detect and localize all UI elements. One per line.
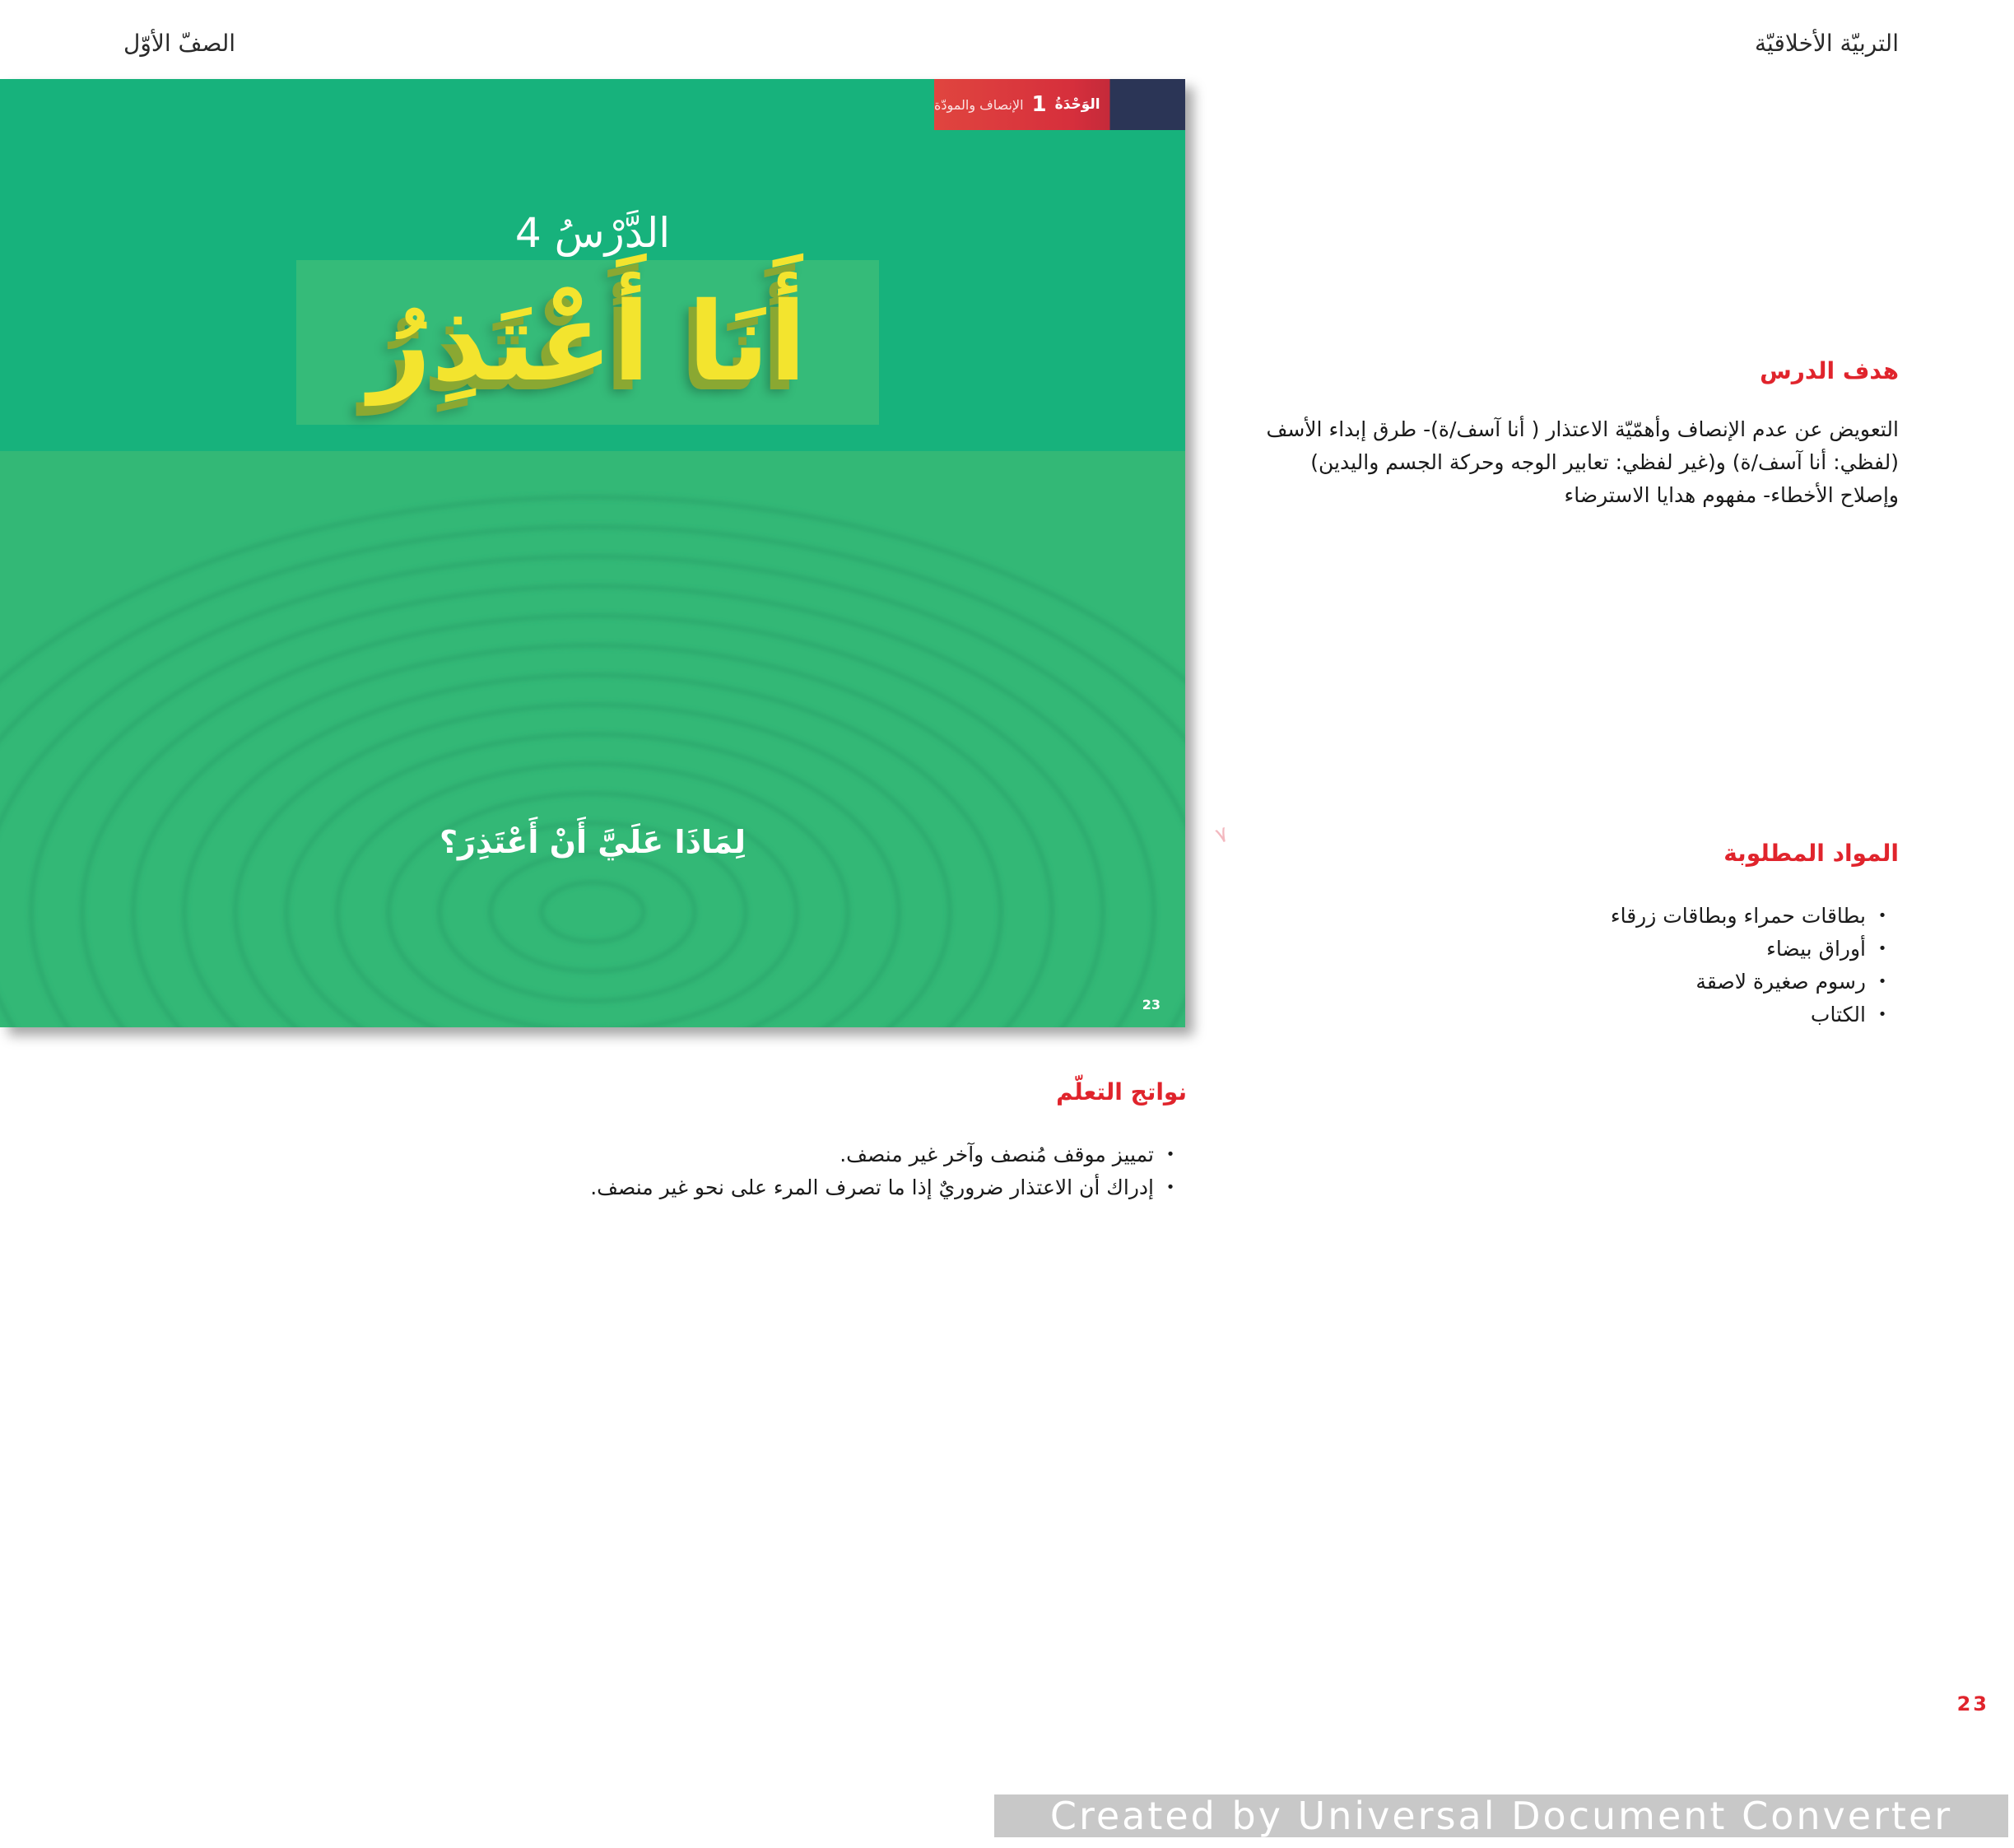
lesson-title-box — [296, 260, 879, 425]
material-item: أوراق بيضاء — [1766, 936, 1866, 961]
material-item: الكتاب — [1810, 1002, 1866, 1026]
unit-badge — [934, 79, 1185, 130]
list-item — [1487, 899, 1899, 932]
concentric-rings-pattern — [0, 451, 1185, 1027]
ring-decoration — [491, 853, 695, 971]
material-item: بطاقات حمراء وبطاقات زرقاء — [1610, 903, 1866, 928]
watermark: Created by Universal Document Converter — [994, 1794, 2008, 1837]
bullet-icon: • — [1165, 1178, 1175, 1196]
outcome-item: تمييز موقف مُنصف وآخر غير منصف. — [840, 1142, 1154, 1166]
ring-decoration — [337, 764, 848, 1027]
cover-page-number: 23 — [1142, 997, 1160, 1012]
outcomes-list — [405, 1138, 1187, 1203]
side-mark: ٧ — [1212, 822, 1232, 850]
ring-decoration — [542, 882, 644, 942]
goal-text: التعويض عن عدم الإنصاف وأهمّيّة الاعتذار ( أنا آسف/ة)- طرق إبداء الأسف (لفظي: أنا آسف/ة) و(غير لفظي: تعابير الوجه وحركة الجسم واليدين) وإصلاح الأخطاء- مفهوم هدايا الاسترضاء — [1266, 417, 1899, 507]
lesson-question: لِمَاذَا عَلَيَّ أَنْ أَعْتَذِرَ؟ — [440, 824, 746, 860]
unit-number: 1 — [1031, 92, 1047, 117]
materials-heading: المواد المطلوبة — [1723, 840, 1899, 867]
list-item — [1487, 932, 1899, 965]
outcome-item: إدراك أن الاعتذار ضروريٌ إذا ما تصرف المرء على نحو غير منصف. — [590, 1175, 1154, 1199]
list-item — [405, 1171, 1187, 1203]
list-item — [1487, 965, 1899, 998]
unit-word: الوَحْدَةُ — [1054, 96, 1100, 113]
book-title: التربيّة الأخلاقيّة — [1755, 30, 1899, 57]
list-item — [1487, 998, 1899, 1031]
bullet-icon: • — [1877, 906, 1887, 924]
outcomes-heading: نواتج التعلّم — [1056, 1078, 1187, 1106]
grade-label: الصفّ الأوّل — [123, 30, 236, 57]
ring-decoration — [31, 586, 1154, 1027]
bullet-icon: • — [1165, 1145, 1175, 1163]
materials-list — [1487, 899, 1899, 1031]
lesson-title: أَنَا أَعْتَذِرُ — [369, 279, 807, 406]
ring-decoration — [0, 527, 1185, 1027]
page-number: 23 — [1956, 1692, 1989, 1715]
bullet-icon: • — [1877, 939, 1887, 957]
unit-name: الإنصاف والمودّة — [934, 96, 1024, 113]
bullet-icon: • — [1877, 972, 1887, 990]
lesson-cover-image — [0, 79, 1185, 1027]
ring-decoration — [235, 705, 950, 1027]
material-item: رسوم صغيرة لاصقة — [1695, 969, 1866, 994]
list-item — [405, 1138, 1187, 1171]
goal-heading: هدف الدرس — [1760, 357, 1899, 384]
lesson-number: الدَّرْسُ 4 — [514, 209, 671, 257]
bullet-icon: • — [1877, 1005, 1887, 1023]
